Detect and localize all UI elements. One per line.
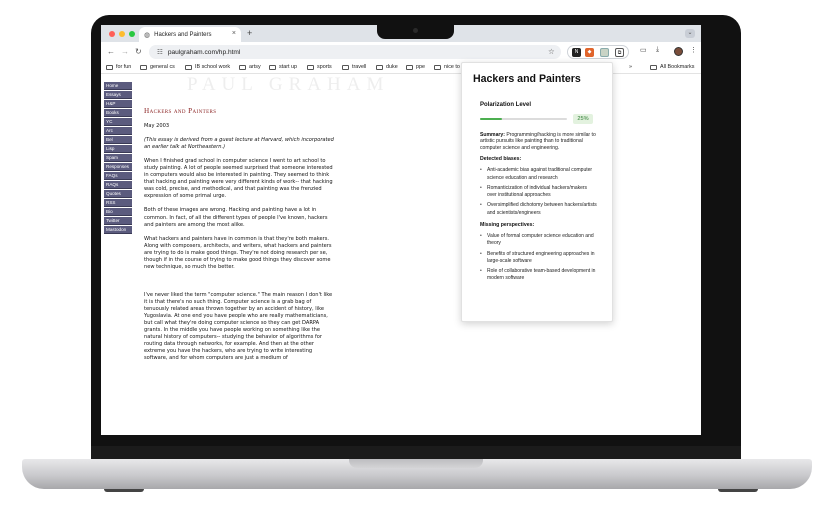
bookmark-folder[interactable]: nice to (434, 64, 460, 70)
avatar[interactable] (674, 47, 683, 56)
essay-body (144, 108, 334, 369)
bookmarks-overflow-button[interactable]: » (629, 64, 632, 70)
essay-title: Hackers and Painters (144, 107, 217, 115)
download-icon[interactable]: ⤓ (656, 46, 660, 53)
nav-link-spam[interactable]: Spam (104, 154, 132, 162)
tab-search-button[interactable]: ⌄ (685, 29, 695, 38)
nav-link-books[interactable]: Books (104, 109, 132, 117)
bias-item: • Romanticization of individual hackers/makers over institutional approaches (480, 185, 598, 200)
essay-paragraph: What hackers and painters have in common is that they're both makers. Along with composers, architects, and writers, what hackers and painters are trying to do is make good things. They're not doing research per se, though if in the course of trying to make good things they discover some new technique, so much the better. (144, 235, 332, 270)
nav-link-responses[interactable]: Responses (104, 163, 132, 171)
essay-spacer (144, 278, 334, 292)
summary-section (480, 132, 598, 151)
maximize-window-button[interactable] (129, 31, 135, 37)
nav-link-lisp[interactable]: Lisp (104, 145, 132, 153)
nav-link-arc[interactable]: Arc (104, 127, 132, 135)
folder-icon (307, 65, 314, 70)
bookmark-folder[interactable]: start up (269, 64, 297, 70)
essay-intro: (This essay is derived from a guest lecture at Harvard, which incorporated an earlier talk at Northeastern.) (144, 137, 334, 151)
bookmark-folder[interactable]: ppe (406, 64, 425, 70)
cast-icon[interactable]: ▭ (640, 47, 647, 54)
missing-item: • Value of formal computer science education and theory (480, 233, 598, 248)
polarization-meter (480, 114, 602, 125)
bookmark-folder[interactable]: artsy (239, 64, 261, 70)
nav-link-essays[interactable]: Essays (104, 91, 132, 99)
bookmark-folder[interactable]: general cs (140, 64, 175, 70)
browser-toolbar (101, 42, 701, 62)
laptop-foot-right (718, 489, 758, 492)
missing-list (480, 233, 598, 283)
nav-link-hp[interactable]: H&P (104, 100, 132, 108)
extension-n-icon[interactable]: N (572, 48, 581, 57)
laptop-screen (101, 25, 701, 435)
polarization-label: Polarization Level (480, 102, 532, 108)
nav-link-rss[interactable]: RSS (104, 199, 132, 207)
folder-icon (239, 65, 246, 70)
nav-link-yc[interactable]: YC (104, 118, 132, 126)
folder-icon (140, 65, 147, 70)
folder-icon (342, 65, 349, 70)
close-icon[interactable]: × (231, 30, 236, 37)
biases-list (480, 167, 598, 217)
folder-icon (650, 65, 657, 70)
folder-icon (434, 65, 441, 70)
bookmark-folder[interactable]: IB school work (185, 64, 230, 70)
bias-item: • Anti-academic bias against traditional computer science education and research (480, 167, 598, 182)
bookmark-folder[interactable]: for fun (106, 64, 131, 70)
minimize-window-button[interactable] (119, 31, 125, 37)
new-tab-button[interactable]: + (247, 28, 253, 38)
folder-icon (376, 65, 383, 70)
nav-link-bel[interactable]: Bel (104, 136, 132, 144)
nav-link-bio[interactable]: Bio (104, 208, 132, 216)
address-url: paulgraham.com/hp.html (167, 48, 241, 56)
essay-paragraph: When I finished grad school in computer science I went to art school to study painting. A lot of people seemed surprised that someone interested in computers would also be interested in painting. They seemed to think that hacking and painting were very different kinds of work-- that hacking was cold, precise, and methodical, and that painting was the frenzied expression of some primal urge. (144, 158, 333, 200)
camera-icon (413, 28, 418, 33)
bias-item: • Oversimplified dichotomy between hackers/artists and scientists/engineers (480, 202, 598, 217)
folder-icon (406, 65, 413, 70)
essay-paragraph: I've never liked the term "computer science." The main reason I don't like it is that there's no such thing. Computer science is a grab bag of tenuously related areas thrown together by an accident of history, like Yugoslavia. At one end you have people who are really mathematicians, but call what they're doing computer science so they can get DARPA grants. In the middle you have people working on something like the natural history of computers-- studying the behavior of algorithms for routing data through networks, for example. And then at the other extreme you have the hackers, who are trying to write interesting software, and for whom computers are just a medium of (144, 291, 333, 362)
site-sidebar-nav (104, 82, 132, 235)
nav-link-faqs[interactable]: FAQs (104, 172, 132, 180)
summary-label: Summary: (480, 132, 505, 138)
folder-icon (269, 65, 276, 70)
reload-button[interactable]: ↻ (135, 47, 142, 56)
nav-link-mastodon[interactable]: Mastodon (104, 226, 132, 234)
laptop-base-notch (349, 459, 483, 468)
nav-link-quotes[interactable]: Quotes (104, 190, 132, 198)
bias-analysis-popup (461, 62, 613, 322)
tab-hackers-and-painters[interactable] (139, 27, 241, 42)
nav-link-twitter[interactable]: Twitter (104, 217, 132, 225)
polarization-track (480, 118, 567, 120)
bookmark-star-icon[interactable]: ☆ (548, 47, 555, 56)
site-brand-watermark: PAUL GRAHAM (187, 74, 390, 95)
bookmark-folder[interactable]: sports (307, 64, 332, 70)
forward-button[interactable]: → (121, 47, 129, 56)
laptop-hinge (91, 446, 741, 460)
folder-icon (185, 65, 192, 70)
bookmark-folder[interactable]: travell (342, 64, 366, 70)
summary-text: Programming/hacking is more similar to artistic pursuits like painting than to traditional computer science and engineering. (480, 132, 596, 151)
popup-title: Hackers and Painters (473, 73, 581, 85)
extensions-group (567, 45, 629, 59)
window-controls (109, 31, 135, 37)
tab-title: Hackers and Painters (154, 31, 212, 38)
site-info-icon[interactable]: ☷ (157, 49, 163, 56)
back-button[interactable]: ← (107, 47, 115, 56)
bookmark-folder[interactable]: duke (376, 64, 398, 70)
missing-item: • Role of collaborative team-based development in modern software (480, 268, 598, 283)
all-bookmarks-button[interactable]: All Bookmarks (650, 64, 694, 70)
folder-icon (106, 65, 113, 70)
missing-item: • Benefits of structured engineering approaches in large-scale software (480, 251, 598, 266)
nav-link-raqs[interactable]: RAQs (104, 181, 132, 189)
address-bar[interactable] (149, 45, 561, 59)
polarization-fill (480, 118, 502, 120)
globe-icon: ◍ (144, 31, 151, 39)
missing-heading: Missing perspectives: (480, 222, 535, 228)
essay-date: May 2003 (144, 123, 170, 130)
menu-icon[interactable]: ⋮ (690, 47, 697, 54)
extensions-puzzle-icon[interactable]: ⧉ (615, 48, 624, 57)
extension-active-icon[interactable] (600, 48, 609, 57)
extension-fox-icon[interactable]: ◆ (585, 48, 594, 57)
close-window-button[interactable] (109, 31, 115, 37)
biases-heading: Detected biases: (480, 156, 522, 163)
polarization-value-badge: 25% (573, 114, 593, 124)
laptop-foot-left (104, 489, 144, 492)
essay-paragraph: Both of these images are wrong. Hacking and painting have a lot in common. In fact, of all the different types of people I've known, hackers and painters are among the most alike. (144, 207, 328, 228)
nav-link-home[interactable]: Home (104, 82, 132, 90)
